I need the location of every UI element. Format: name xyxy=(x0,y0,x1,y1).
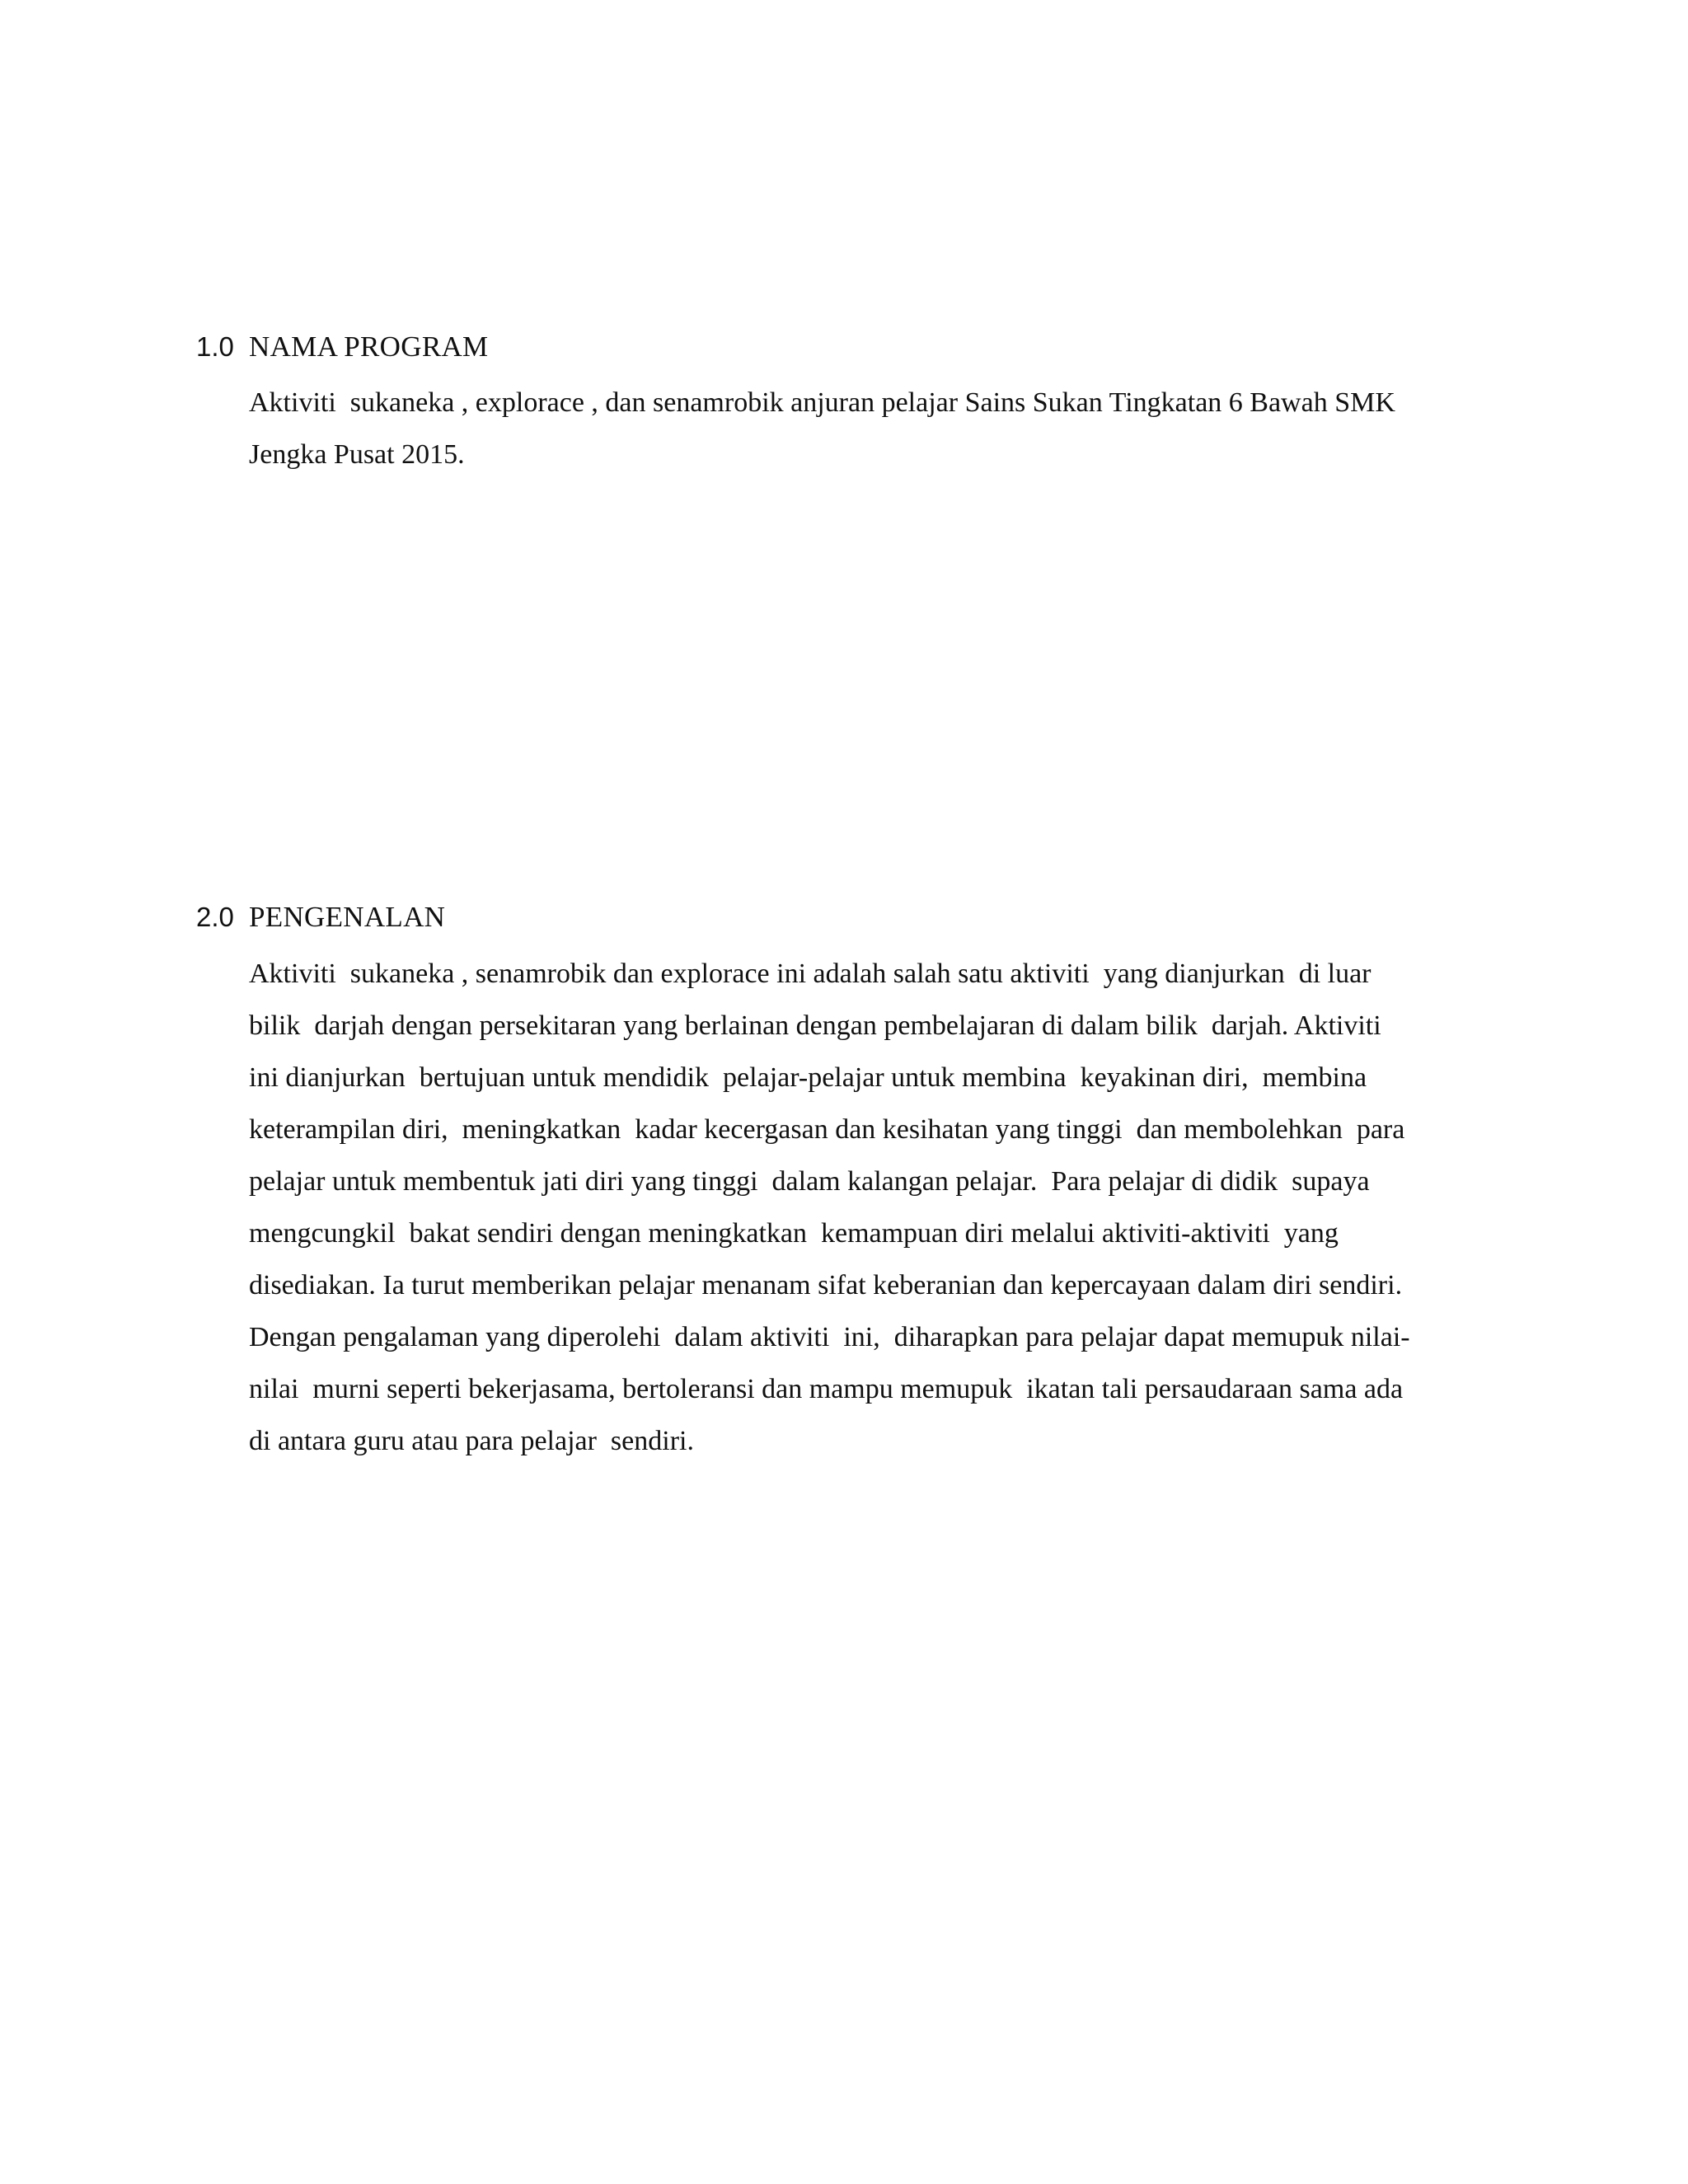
paragraph-line: Aktiviti sukaneka , senamrobik dan explorace ini adalah salah satu aktiviti yang dianjurkan di luar xyxy=(249,958,1372,989)
section-heading-nama-program xyxy=(196,330,488,364)
section-heading-pengenalan xyxy=(196,900,445,935)
section-title: NAMA PROGRAM xyxy=(249,330,489,363)
section-body-pengenalan xyxy=(249,948,1410,1467)
paragraph-line: disediakan. Ia turut memberikan pelajar menanam sifat keberanian dan kepercayaan dalam diri sendiri. xyxy=(249,1270,1403,1301)
section-number: 2.0 xyxy=(196,902,234,932)
paragraph-line: pelajar untuk membentuk jati diri yang tinggi dalam kalangan pelajar. Para pelajar di didik supaya xyxy=(249,1166,1370,1197)
section-number: 1.0 xyxy=(196,331,234,362)
section-body-nama-program xyxy=(249,377,1395,480)
paragraph-line: Dengan pengalaman yang diperolehi dalam aktiviti ini, diharapkan para pelajar dapat memupuk nilai- xyxy=(249,1322,1410,1352)
paragraph-line: nilai murni seperti bekerjasama, bertoleransi dan mampu memupuk ikatan tali persaudaraan sama ada xyxy=(249,1374,1404,1404)
paragraph-line: keterampilan diri, meningkatkan kadar kecergasan dan kesihatan yang tinggi dan membolehkan para xyxy=(249,1114,1405,1145)
paragraph-line: Jengka Pusat 2015. xyxy=(249,439,465,470)
paragraph-line: mengcungkil bakat sendiri dengan meningkatkan kemampuan diri melalui aktiviti-aktiviti yang xyxy=(249,1218,1339,1249)
paragraph-line: di antara guru atau para pelajar sendiri. xyxy=(249,1426,694,1456)
paragraph-line: ini dianjurkan bertujuan untuk mendidik pelajar-pelajar untuk membina keyakinan diri, membina xyxy=(249,1062,1367,1093)
paragraph-line: bilik darjah dengan persekitaran yang berlainan dengan pembelajaran di dalam bilik darjah. Aktiviti xyxy=(249,1010,1381,1041)
paragraph-line: Aktiviti sukaneka , explorace , dan senamrobik anjuran pelajar Sains Sukan Tingkatan 6 Bawah SMK xyxy=(249,387,1395,418)
section-title: PENGENALAN xyxy=(249,901,446,933)
